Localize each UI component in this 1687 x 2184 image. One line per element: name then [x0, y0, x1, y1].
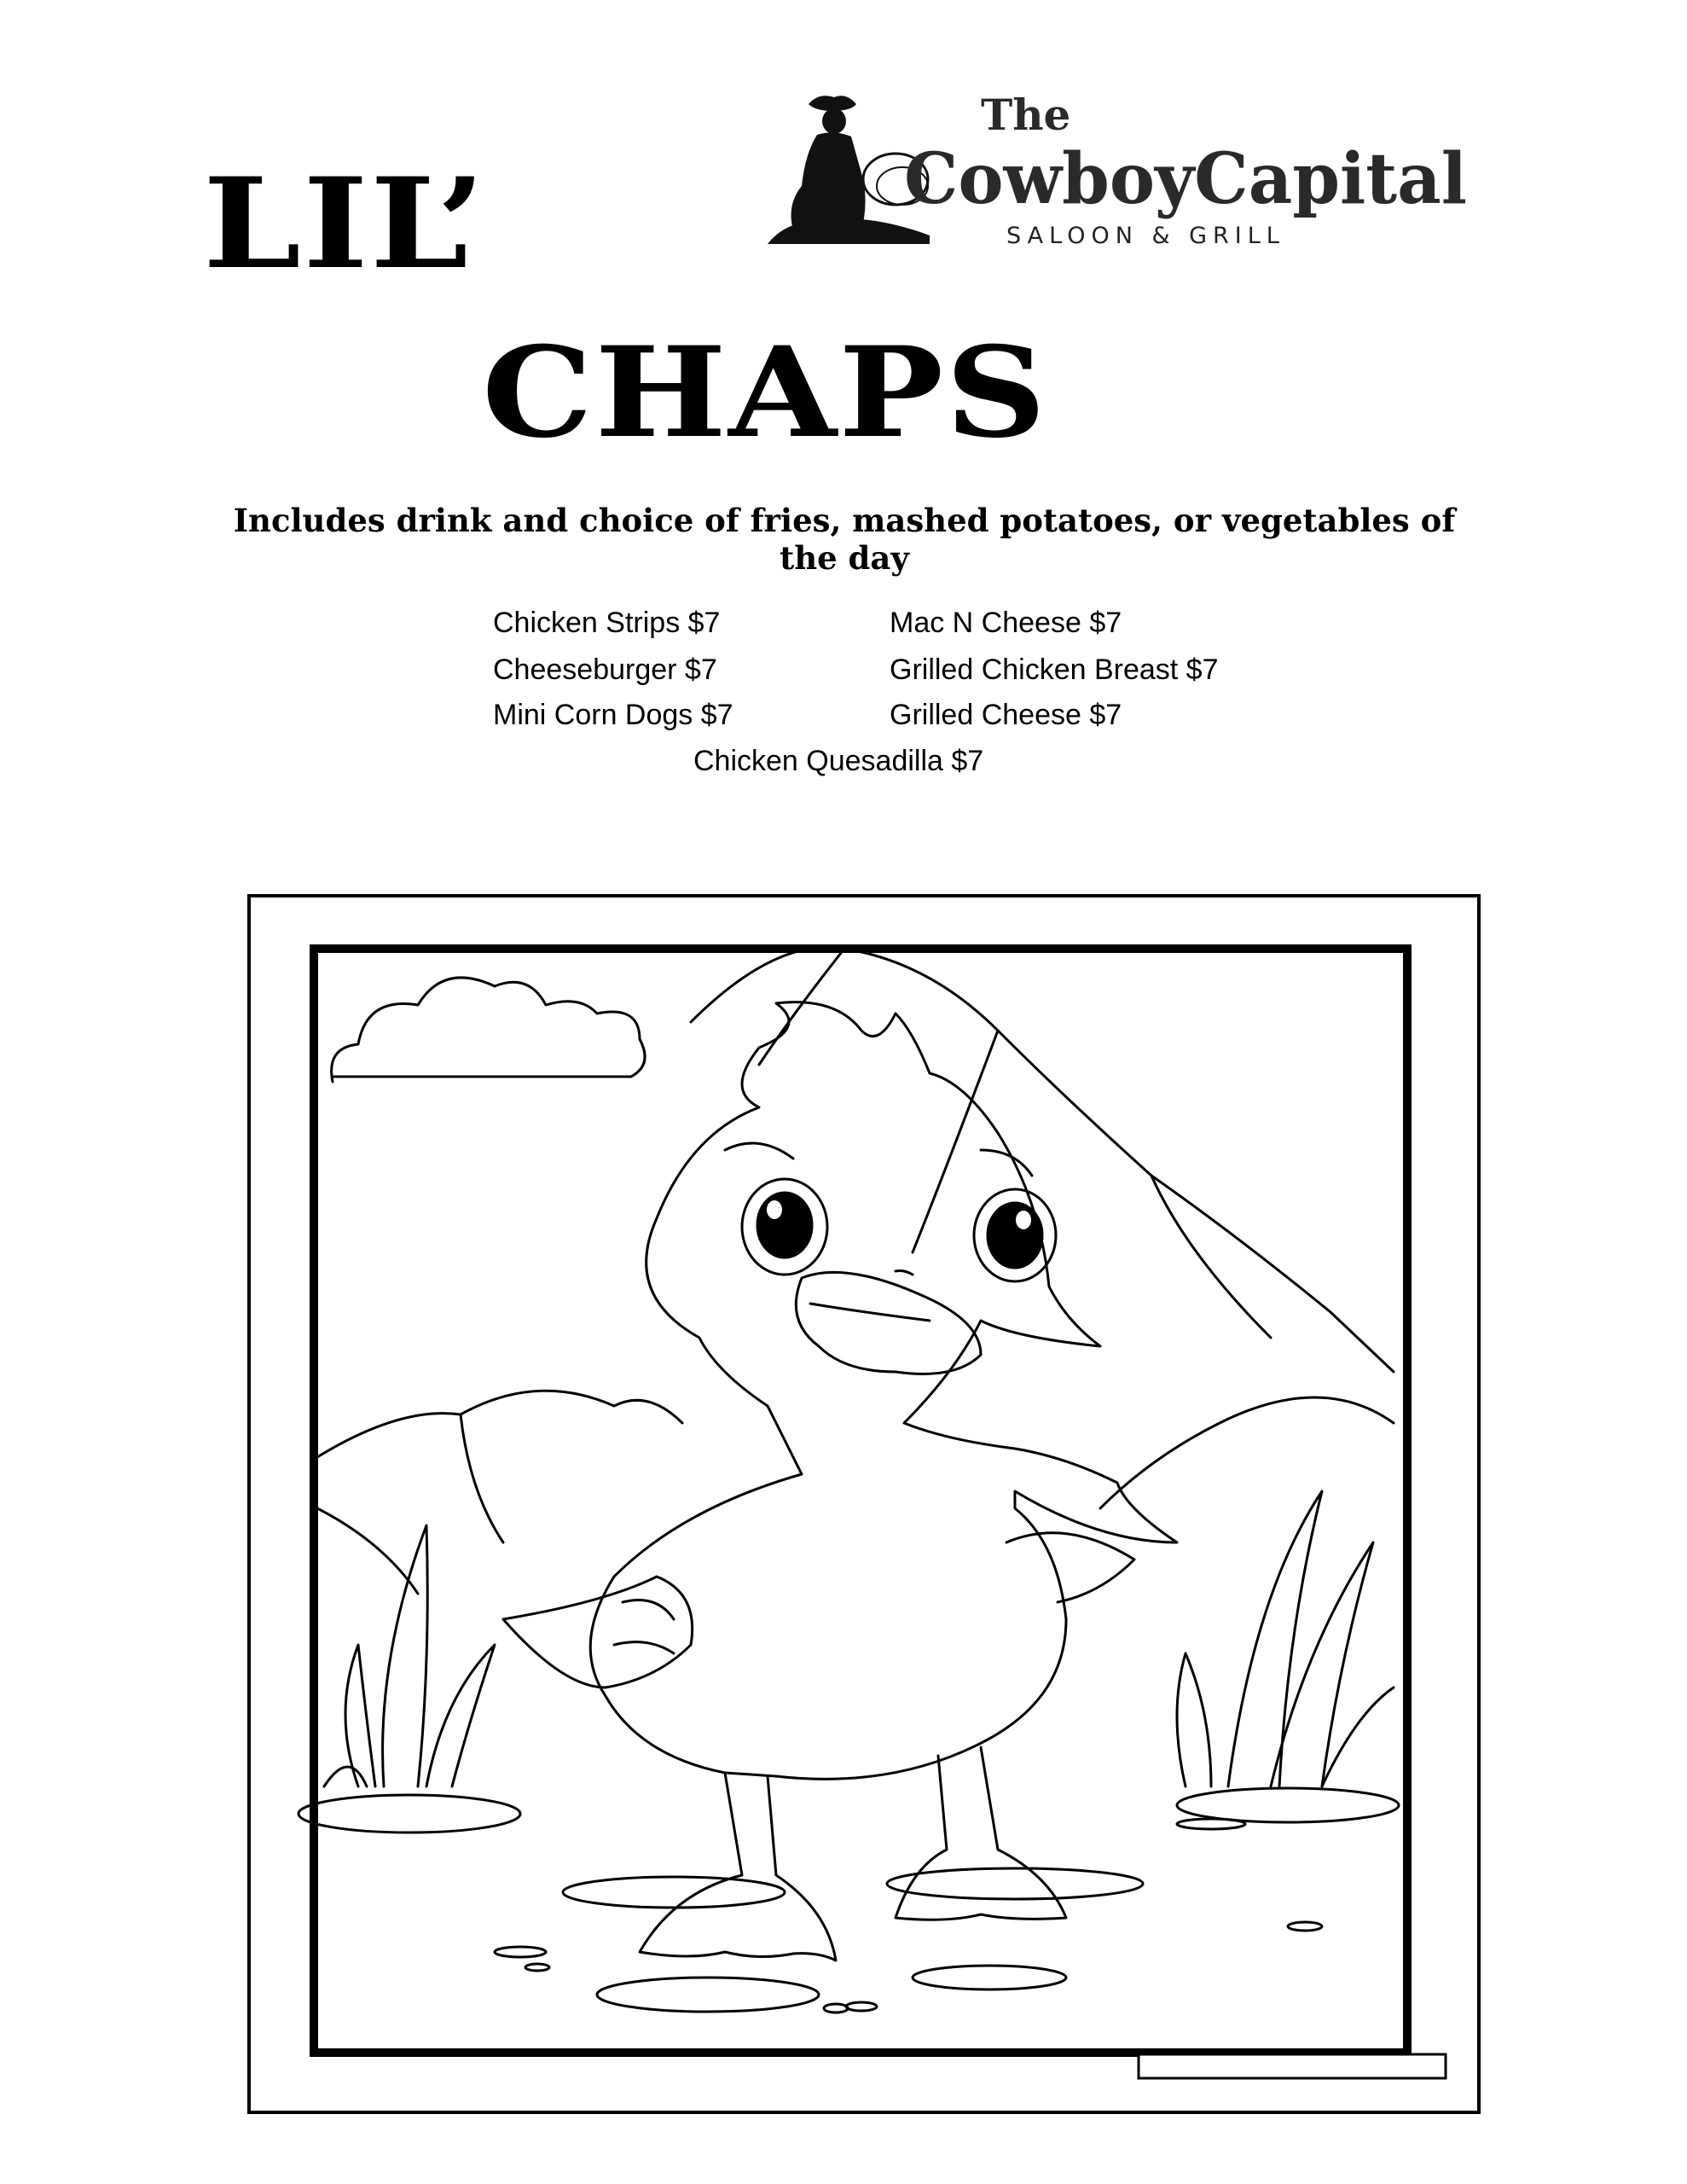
menu-item: Mac N Cheese $7 [890, 607, 1122, 639]
menu-item: Chicken Strips $7 [493, 607, 721, 639]
menu-item: Mini Corn Dogs $7 [493, 699, 733, 731]
logo-name: CowboyCapital [904, 138, 1467, 220]
menu-item: Grilled Cheese $7 [890, 699, 1122, 731]
menu-item: Grilled Chicken Breast $7 [890, 653, 1219, 686]
menu-subtitle: Includes drink and choice of fries, mashed potatoes, or vegetables of the day [233, 502, 1456, 577]
title-lil: LIL’ [203, 151, 488, 297]
coloring-page-frame [247, 894, 1481, 2114]
menu-item: Chicken Quesadilla $7 [693, 745, 984, 777]
logo-tagline: SALOON & GRILL [1006, 223, 1285, 249]
label-box [1139, 2054, 1446, 2078]
cowboy-capital-logo [768, 85, 1484, 256]
title-chaps: CHAPS [482, 320, 1048, 466]
logo-the: The [981, 90, 1071, 140]
menu-item: Cheeseburger $7 [493, 653, 717, 686]
